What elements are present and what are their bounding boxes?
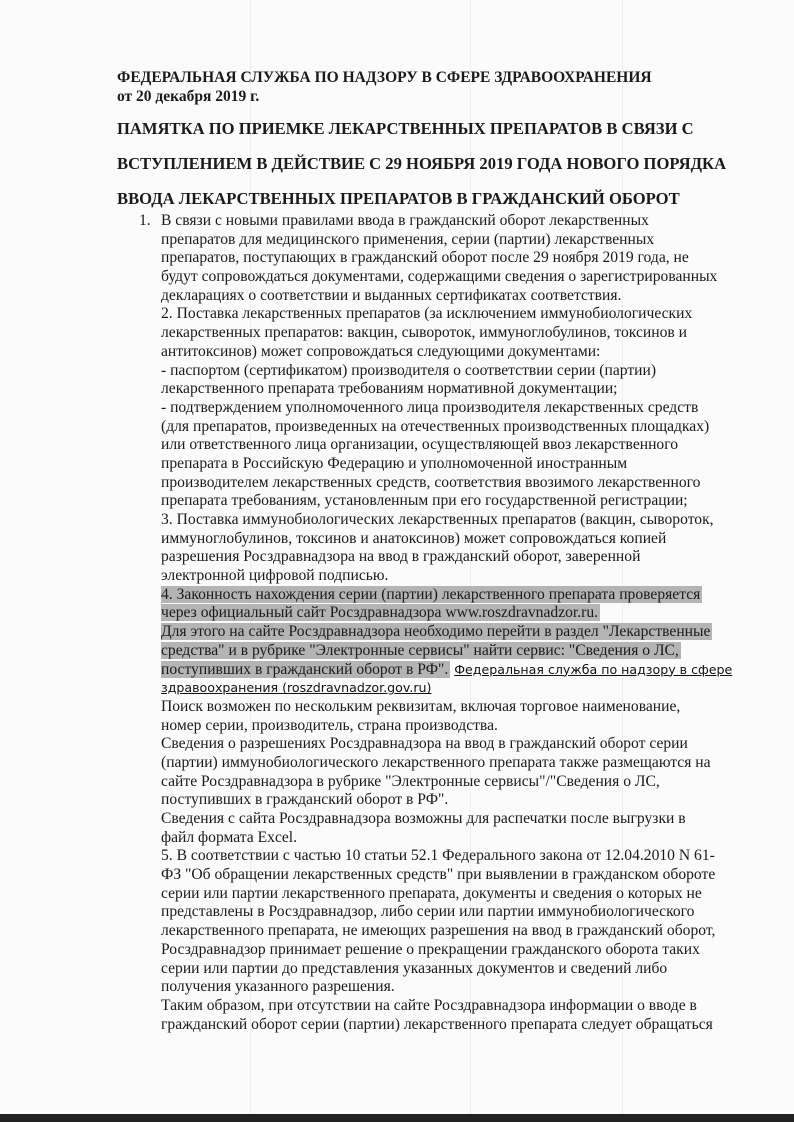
- text-line: [161, 717, 751, 736]
- line-text: препарата в Российскую Федерацию и уполномоченной иностранным: [161, 454, 628, 472]
- line-text: Сведения о разрешениях Росздравнадзора на ввод в гражданский оборот серии: [161, 735, 688, 753]
- line-text: - подтверждением уполномоченного лица производителя лекарственных средств: [161, 398, 699, 416]
- line-text: 4. Законность нахождения серии (партии) лекарственного препарата проверяется: [161, 585, 701, 603]
- text-line: [161, 399, 751, 418]
- text-line: [161, 511, 751, 530]
- roszdravnadzor-link[interactable]: здравоохранения (roszdravnadzor.gov.ru): [161, 680, 432, 696]
- text-line: [161, 474, 751, 493]
- line-text: (для препаратов, произведенных на отечественных производственных площадках): [161, 417, 710, 435]
- line-text: антитоксинов) может сопровождаться следующими документами:: [161, 342, 601, 360]
- text-line: [161, 623, 751, 642]
- text-line: [161, 829, 751, 848]
- text-line: [161, 455, 751, 474]
- line-text: 2. Поставка лекарственных препаратов (за исключением иммунобиологических: [161, 305, 693, 323]
- line-text: поступивших в гражданский оборот в РФ".: [161, 791, 449, 809]
- line-text: 3. Поставка иммунобиологических лекарственных препаратов (вакцин, сывороток,: [161, 511, 714, 528]
- line-text: поступивших в гражданский оборот в РФ".: [161, 660, 449, 678]
- text-line: [139, 212, 751, 231]
- text-line: [161, 436, 751, 455]
- text-line: [161, 380, 751, 399]
- text-line: [161, 362, 751, 381]
- text-line: [161, 903, 751, 922]
- line-text: серии или партии лекарственного препарата, документы и сведения о которых не: [161, 884, 702, 902]
- text-line: [161, 548, 751, 567]
- line-text: или ответственного лица организации, осуществляющей ввоз лекарственного: [161, 436, 679, 454]
- text-line: [161, 735, 751, 754]
- line-text: препаратов для медицинского применения, серии (партии) лекарственных: [161, 230, 655, 248]
- line-text: ФЗ "Об обращении лекарственных средств" при выявлении в гражданском обороте: [161, 866, 716, 884]
- title-line: ВВОДА ЛЕКАРСТВЕННЫХ ПРЕПАРАТОВ В ГРАЖДАНСКИЙ ОБОРОТ: [117, 189, 680, 208]
- text-line: [161, 791, 751, 810]
- title-line: ПАМЯТКА ПО ПРИЕМКЕ ЛЕКАРСТВЕННЫХ ПРЕПАРАТОВ В СВЯЗИ С: [117, 119, 694, 138]
- line-text: получения указанного разрешения.: [161, 978, 395, 996]
- roszdravnadzor-link[interactable]: Федеральная служба по надзору в сфере: [454, 661, 733, 677]
- line-text: 5. В соответствии с частью 10 статьи 52.1 Федерального закона от 12.04.2010 N 61-: [161, 847, 715, 865]
- text-line: [161, 249, 751, 268]
- line-text: препаратов, поступающих в гражданский оборот после 29 ноября 2019 года, не: [161, 249, 689, 267]
- text-line: [161, 698, 751, 717]
- line-text: электронной цифровой подписью.: [161, 567, 389, 585]
- text-line: [161, 922, 751, 941]
- title-line: ВСТУПЛЕНИЕМ В ДЕЙСТВИЕ С 29 НОЯБРЯ 2019 ГОДА НОВОГО ПОРЯДКА: [117, 154, 727, 173]
- line-text: препарата требованиям, установленным при его государственной регистрации;: [161, 492, 688, 510]
- text-line: [161, 773, 751, 792]
- line-text: лекарственного препарата, не имеющих разрешения на ввод в гражданский оборот,: [161, 922, 716, 940]
- text-line: [161, 810, 751, 829]
- line-text: - паспортом (сертификатом) производителя о соответствии серии (партии): [161, 361, 657, 379]
- text-line: [161, 287, 751, 306]
- text-line: [161, 941, 751, 960]
- line-text: сайте Росздравнадзора в рубрике "Электронные сервисы"/"Сведения о ЛС,: [161, 772, 660, 790]
- line-text: серии или партии до представления указанных документов и сведений либо: [161, 959, 668, 977]
- line-text: лекарственного препарата требованиям нормативной документации;: [161, 380, 618, 398]
- line-text: номер серии, производитель, страна производства.: [161, 716, 498, 734]
- document-date: от 20 декабря 2019 г.: [117, 88, 260, 105]
- text-line: [161, 324, 751, 343]
- text-line: [161, 1016, 751, 1035]
- line-text: Сведения с сайта Росздравнадзора возможны для распечатки после выгрузки в: [161, 810, 686, 827]
- line-text: средства" и в рубрике "Электронные сервисы" найти сервис: "Сведения о ЛС,: [161, 641, 679, 659]
- text-line: [161, 997, 751, 1016]
- text-line: [161, 530, 751, 549]
- scan-edge: [0, 1114, 794, 1122]
- line-text: лекарственных препаратов: вакцин, сывороток, иммуноглобулинов, токсинов и: [161, 324, 687, 342]
- line-text: (партии) иммунобиологического лекарственного препарата также размещаются на: [161, 753, 711, 771]
- line-text: файл формата Excel.: [161, 828, 298, 846]
- text-line: [161, 866, 751, 885]
- text-line: [161, 885, 751, 904]
- text-line: [161, 343, 751, 362]
- text-line: [161, 847, 751, 866]
- text-line: [161, 231, 751, 250]
- text-line: [161, 418, 751, 437]
- text-line: [161, 305, 751, 324]
- text-line: [161, 268, 751, 287]
- text-line: [161, 642, 751, 661]
- line-text: декларациях о соответствии и выданных сертификатах соответствия.: [161, 286, 622, 304]
- line-text: Для этого на сайте Росздравнадзора необходимо перейти в раздел "Лекарственные: [161, 623, 711, 641]
- line-text: Росздравнадзор принимает решение о прекращении гражданского оборота таких: [161, 940, 700, 958]
- text-line: [161, 586, 751, 605]
- text-line: [161, 754, 751, 773]
- text-line: [161, 492, 751, 511]
- agency-name: ФЕДЕРАЛЬНАЯ СЛУЖБА ПО НАДЗОРУ В СФЕРЕ ЗДРАВООХРАНЕНИЯ: [117, 69, 652, 86]
- line-text: В связи с новыми правилами ввода в гражданский оборот лекарственных: [161, 212, 649, 229]
- line-text: гражданский оборот серии (партии) лекарственного препарата следует обращаться: [161, 1015, 713, 1033]
- text-line: [161, 679, 751, 698]
- document-body: [139, 212, 751, 1034]
- text-line: [161, 960, 751, 979]
- line-text: производителем лекарственных средств, соответствия ввозимого лекарственного: [161, 473, 701, 491]
- text-line: [161, 661, 751, 680]
- list-number: 1.: [139, 212, 151, 229]
- text-line: [161, 567, 751, 586]
- text-line: [161, 604, 751, 623]
- line-text: через официальный сайт Росздравнадзора www.roszdravnadzor.ru.: [161, 604, 599, 622]
- text-line: [161, 978, 751, 997]
- line-text: будут сопровождаться документами, содержащими сведения о зарегистрированных: [161, 268, 718, 286]
- line-text: Поиск возможен по нескольким реквизитам, включая торговое наименование,: [161, 697, 681, 715]
- line-text: разрешения Росздравнадзора на ввод в гражданский оборот, заверенной: [161, 548, 641, 566]
- line-text: Таким образом, при отсутствии на сайте Росздравнадзора информации о вводе в: [161, 996, 697, 1014]
- line-text: представлены в Росздравнадзор, либо серии или партии иммунобиологического: [161, 903, 695, 921]
- line-text: иммуноглобулинов, токсинов и анатоксинов) может сопровождаться копией: [161, 529, 667, 547]
